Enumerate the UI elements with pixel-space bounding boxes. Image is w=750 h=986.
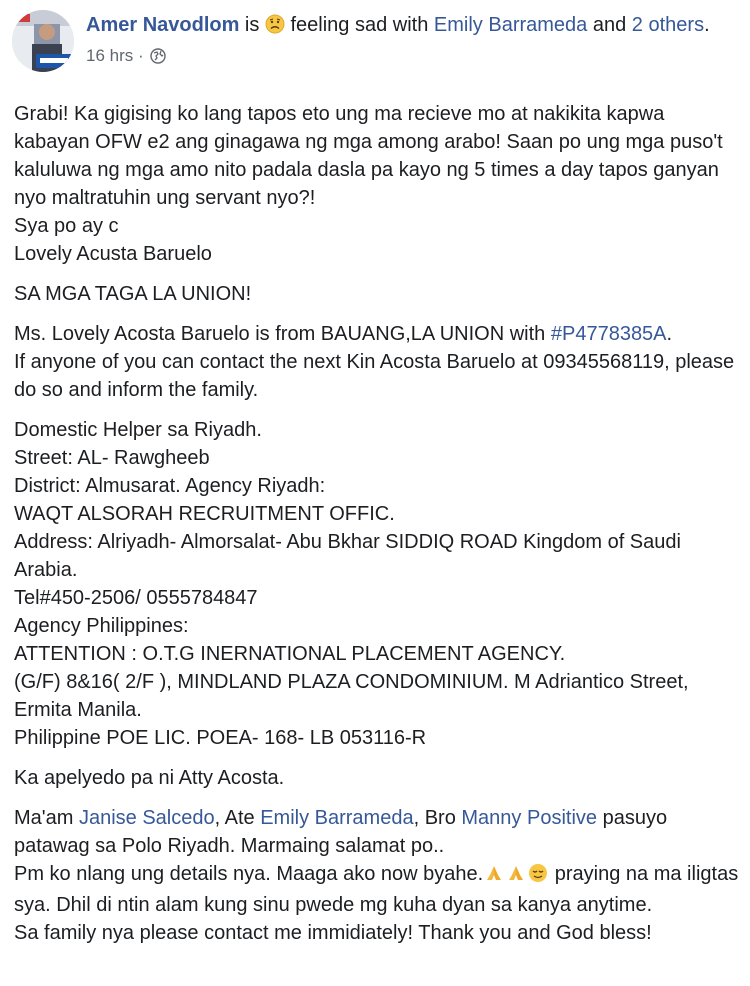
text-line: Sa family nya please contact me immidiately! Thank you and God bless! <box>14 922 652 944</box>
meta-separator: · <box>133 46 149 65</box>
paragraph-1 <box>14 100 739 268</box>
feeling-text: feeling sad with <box>284 14 434 36</box>
globe-icon[interactable] <box>150 47 166 71</box>
text-line: WAQT ALSORAH RECRUITMENT OFFIC. <box>14 503 395 525</box>
and-text: and <box>587 14 632 36</box>
relieved-face-emoji-icon <box>527 863 549 891</box>
text-line: District: Almusarat. Agency Riyadh: <box>14 475 326 497</box>
text-line: Pm ko nlang ung details nya. Maaga ako now byahe. <box>14 863 484 885</box>
text-line: , Ate <box>214 807 261 829</box>
text-line: Tel#450-2506/ 0555784847 <box>14 587 258 609</box>
mention-link[interactable]: Janise Salcedo <box>78 807 215 829</box>
text-line: Grabi! Ka gigising ko lang tapos eto ung ma recieve mo at nakikita kapwa kabayan OFW e2 ang ginagawa ng mga among arabo! Saan po ung mga puso't kaluluwa ng mga amo nito padala dasla pa kayo ng 5 times a day tapos ganyan nyo maltratuhin ung servant nyo?! <box>14 103 723 209</box>
mention-link[interactable]: Manny Positive <box>461 807 598 829</box>
paragraph-3 <box>14 320 739 404</box>
text-line: Sya po ay c <box>14 215 119 237</box>
post-timestamp[interactable]: 16 hrs <box>86 46 134 65</box>
text-line: Philippine POE LIC. POEA- 168- LB 053116-R <box>14 727 427 749</box>
post-header <box>12 10 742 100</box>
text-line: Street: AL- Rawgheeb <box>14 447 210 469</box>
paragraph-2: SA MGA TAGA LA UNION! <box>14 283 252 305</box>
others-link[interactable]: 2 others <box>631 14 705 36</box>
text-line: Ma'am <box>14 807 79 829</box>
headline-is-text: is <box>239 14 265 36</box>
text-line: Lovely Acusta Baruelo <box>14 243 212 265</box>
sad-face-emoji-icon <box>265 14 285 42</box>
text-line: , Bro <box>413 807 462 829</box>
author-name[interactable]: Amer Navodlom <box>86 14 240 36</box>
avatar[interactable] <box>12 10 74 72</box>
paragraph-5: Ka apelyedo pa ni Atty Acosta. <box>14 767 285 789</box>
text-line: Agency Philippines: <box>14 615 189 637</box>
text-line: praying na ma iligtas sya. Dhil di ntin alam kung sinu pwede mg kuha dyan sa kanya anytime. <box>14 863 739 916</box>
text-line: If anyone of you can contact the next Kin Acosta Baruelo at 09345568119, please do so and inform the family. <box>14 351 735 401</box>
period-text: . <box>704 14 710 36</box>
text-line: . <box>666 323 673 345</box>
tagged-friend-link[interactable]: Emily Barrameda <box>433 14 588 36</box>
text-line: Domestic Helper sa Riyadh. <box>14 419 262 441</box>
text-line: pasuyo patawag sa Polo Riyadh. Marmaing salamat po.. <box>14 807 668 857</box>
praying-hands-emoji-icon <box>505 863 527 891</box>
text-line: Ms. Lovely Acosta Baruelo is from BAUANG,LA UNION with <box>14 323 551 345</box>
mention-link[interactable]: Emily Barrameda <box>260 807 414 829</box>
post-content <box>14 100 739 959</box>
text-line: (G/F) 8&16( 2/F ), MINDLAND PLAZA CONDOMINIUM. M Adriantico Street, Ermita Manila. <box>14 671 689 721</box>
text-line: ATTENTION : O.T.G INERNATIONAL PLACEMENT AGENCY. <box>14 643 566 665</box>
praying-hands-emoji-icon <box>483 863 505 891</box>
hashtag-link[interactable]: #P4778385A <box>550 323 667 345</box>
paragraph-6 <box>14 804 739 947</box>
text-line: Address: Alriyadh- Almorsalat- Abu Bkhar SIDDIQ ROAD Kingdom of Saudi Arabia. <box>14 531 681 581</box>
paragraph-4 <box>14 416 739 752</box>
